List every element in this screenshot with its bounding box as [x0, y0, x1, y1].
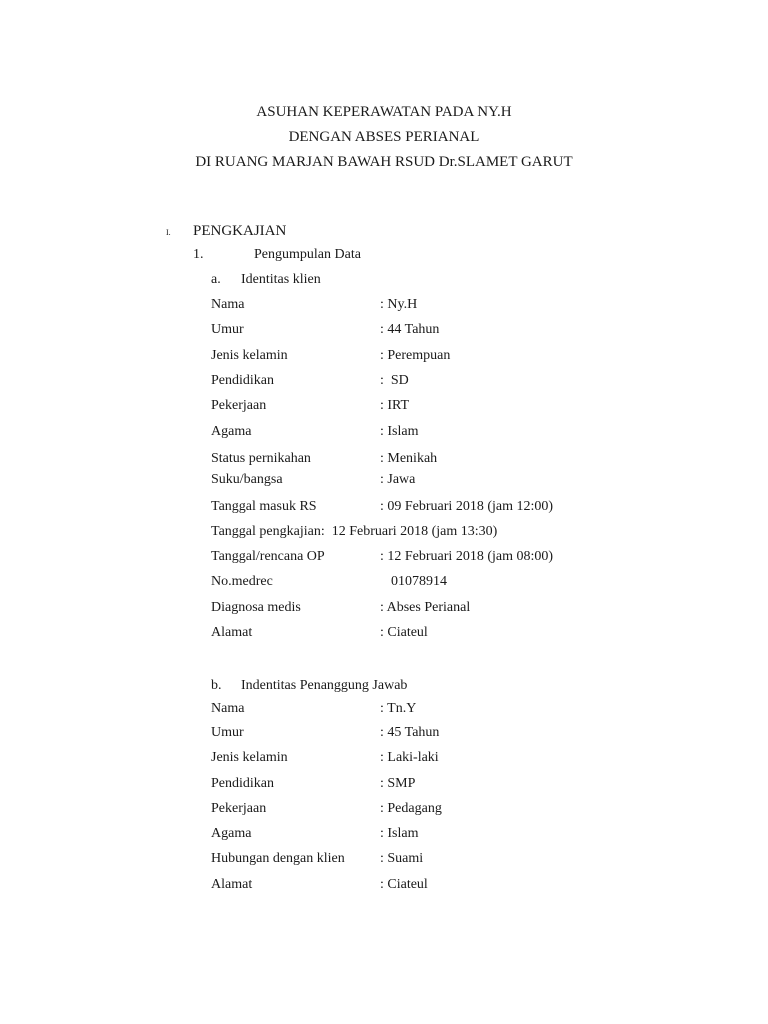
klien-value-umur: : 44 Tahun [380, 322, 440, 337]
penanggung-value-alamat: : Ciateul [380, 877, 428, 892]
klien-value-pendidikan: : SD [380, 373, 409, 388]
penanggung-value-jenis-kelamin: : Laki-laki [380, 750, 439, 765]
document-title-line-2: DENGAN ABSES PERIANAL [288, 129, 480, 145]
document-title-line-1: ASUHAN KEPERAWATAN PADA NY.H [256, 104, 512, 120]
klien-label-no-medrec: No.medrec [211, 574, 273, 589]
klien-letter: a. [211, 272, 221, 287]
klien-label-tanggal-pengkajian: Tanggal pengkajian: 12 Februari 2018 (jam 13:30) [211, 524, 498, 539]
subsection-number: 1. [193, 247, 204, 262]
klien-label-pekerjaan: Pekerjaan [211, 398, 267, 413]
klien-label-tanggal-rencana-op: Tanggal/rencana OP [211, 549, 325, 564]
penanggung-value-agama: : Islam [380, 826, 419, 841]
klien-value-jenis-kelamin: : Perempuan [380, 348, 451, 363]
klien-value-agama: : Islam [380, 424, 419, 439]
klien-value-alamat: : Ciateul [380, 625, 428, 640]
klien-label-nama: Nama [211, 297, 245, 312]
klien-value-tanggal-rencana-op: : 12 Februari 2018 (jam 08:00) [380, 549, 554, 564]
penanggung-letter: b. [211, 678, 222, 693]
klien-label-agama: Agama [211, 424, 252, 439]
klien-label-alamat: Alamat [211, 625, 253, 640]
penanggung-value-nama: : Tn.Y [380, 701, 417, 716]
section-roman-marker: I. [166, 228, 171, 237]
klien-value-status-pernikahan: : Menikah [380, 451, 438, 466]
klien-value-nama: : Ny.H [380, 297, 418, 312]
klien-label-pendidikan: Pendidikan [211, 373, 274, 388]
klien-label-status-pernikahan: Status pernikahan [211, 451, 311, 466]
klien-value-suku-bangsa: : Jawa [380, 472, 416, 487]
subsection-heading: Pengumpulan Data [254, 247, 361, 262]
klien-label-suku-bangsa: Suku/bangsa [211, 472, 283, 487]
penanggung-label-pekerjaan: Pekerjaan [211, 801, 267, 816]
penanggung-label-alamat: Alamat [211, 877, 253, 892]
klien-value-diagnosa-medis: : Abses Perianal [380, 600, 471, 615]
klien-label-tanggal-masuk: Tanggal masuk RS [211, 499, 317, 514]
penanggung-label-agama: Agama [211, 826, 252, 841]
klien-value-no-medrec: 01078914 [391, 574, 447, 589]
klien-value-tanggal-masuk: : 09 Februari 2018 (jam 12:00) [380, 499, 554, 514]
penanggung-value-hubungan: : Suami [380, 851, 424, 866]
penanggung-label-hubungan: Hubungan dengan klien [211, 851, 345, 866]
klien-label-diagnosa-medis: Diagnosa medis [211, 600, 301, 615]
document-title-line-3: DI RUANG MARJAN BAWAH RSUD Dr.SLAMET GARUT [195, 154, 573, 170]
penanggung-label-jenis-kelamin: Jenis kelamin [211, 750, 288, 765]
klien-value-pekerjaan: : IRT [380, 398, 410, 413]
penanggung-label-pendidikan: Pendidikan [211, 776, 274, 791]
klien-heading: Identitas klien [241, 272, 321, 287]
penanggung-label-umur: Umur [211, 725, 244, 740]
penanggung-value-pendidikan: : SMP [380, 776, 416, 791]
klien-label-umur: Umur [211, 322, 244, 337]
klien-label-jenis-kelamin: Jenis kelamin [211, 348, 288, 363]
penanggung-heading: Indentitas Penanggung Jawab [241, 678, 408, 693]
penanggung-label-nama: Nama [211, 701, 245, 716]
section-heading: PENGKAJIAN [193, 223, 287, 239]
penanggung-value-umur: : 45 Tahun [380, 725, 440, 740]
penanggung-value-pekerjaan: : Pedagang [380, 801, 442, 816]
